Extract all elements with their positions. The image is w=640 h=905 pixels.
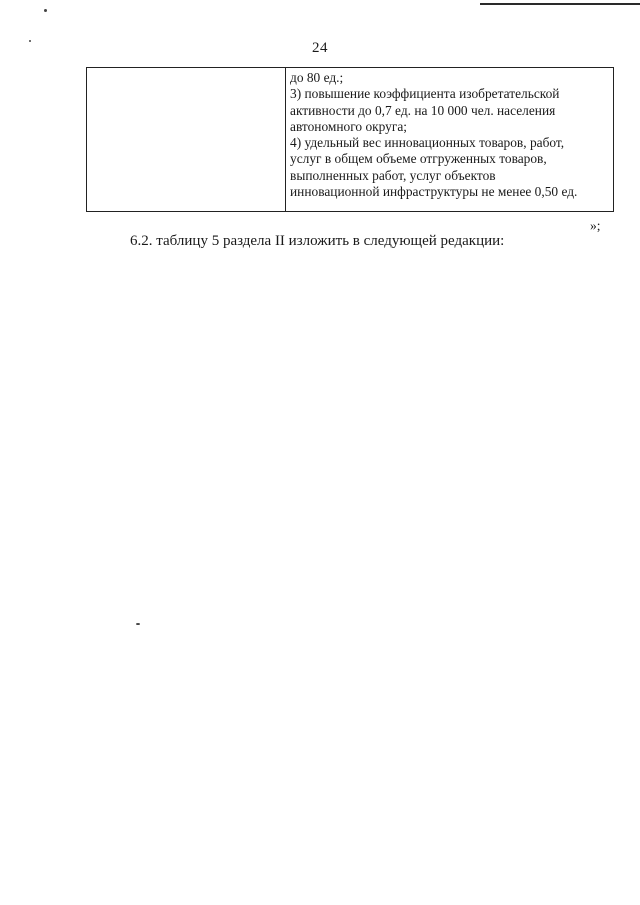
page-number: 24 <box>312 40 328 56</box>
amendment-paragraph: 6.2. таблицу 5 раздела II изложить в следующей редакции: <box>130 233 505 249</box>
table-row <box>87 68 614 212</box>
scan-speck <box>44 9 47 12</box>
closing-quote: »; <box>590 218 601 233</box>
cell-text-line: услуг в общем объеме отгруженных товаров, <box>290 151 547 167</box>
cell-text-line: активности до 0,7 ед. на 10 000 чел. населения <box>290 102 556 118</box>
top-edge-rule <box>480 3 640 5</box>
scan-speck <box>136 623 140 625</box>
cell-text-line: до 80 ед.; <box>290 70 344 85</box>
table-cell-left <box>87 68 286 212</box>
table-cell-right <box>286 68 614 212</box>
cell-text-line: выполненных работ, услуг объектов <box>290 167 496 183</box>
cell-text-line: 3) повышение коэффициента изобретательской <box>290 86 560 102</box>
cell-text-line: 4) удельный вес инновационных товаров, работ, <box>290 135 565 151</box>
continuation-table <box>86 67 614 212</box>
cell-text-line: инновационной инфраструктуры не менее 0,50 ед. <box>290 184 578 200</box>
cell-text-line: автономного округа; <box>290 118 408 134</box>
